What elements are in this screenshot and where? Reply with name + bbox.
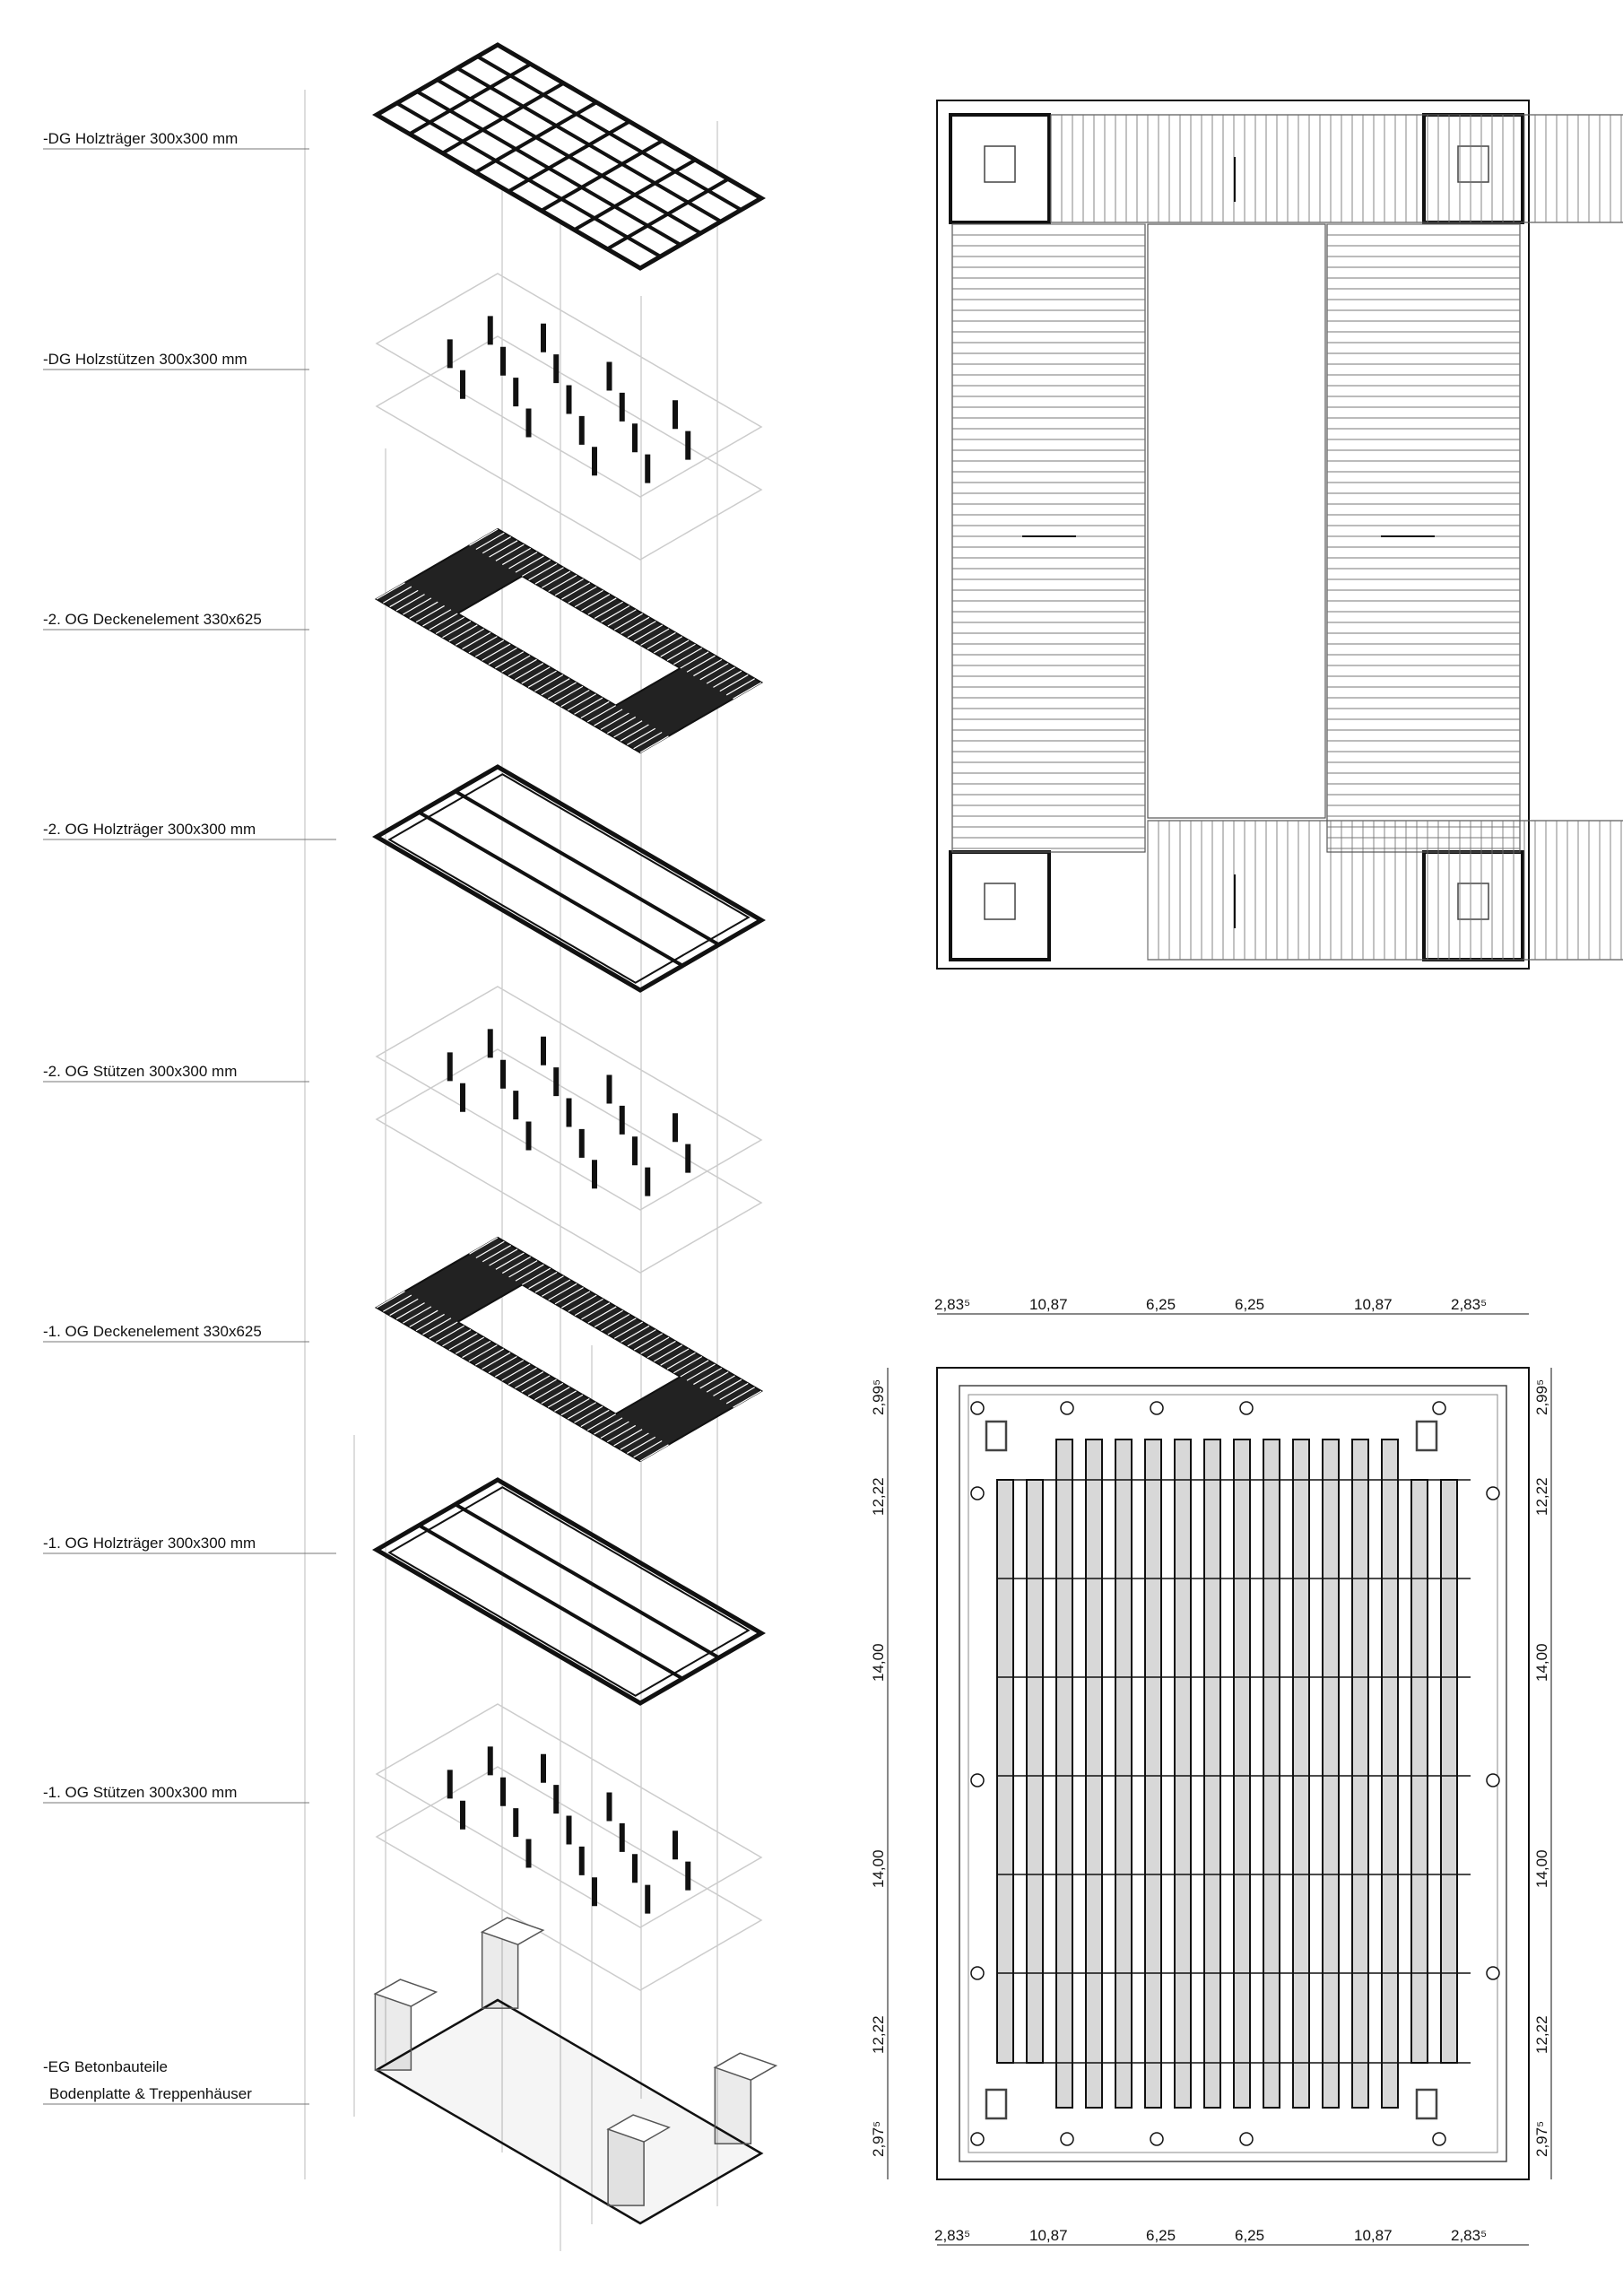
column xyxy=(645,455,650,483)
dim-left-1: 2,99⁵ xyxy=(870,1378,887,1415)
column xyxy=(541,1754,546,1783)
dim-bottom-1: 2,83⁵ xyxy=(934,2227,971,2244)
column xyxy=(592,1160,597,1188)
column xyxy=(673,1113,678,1142)
column xyxy=(541,1037,546,1065)
column xyxy=(447,1770,453,1798)
column xyxy=(567,1816,572,1845)
layer-dg-traeger xyxy=(377,45,761,268)
column xyxy=(541,324,546,352)
dim-bottom-5: 10,87 xyxy=(1354,2227,1393,2244)
column-marker xyxy=(1240,2133,1253,2145)
layer-og1-decke xyxy=(377,1238,761,1461)
column xyxy=(579,416,585,445)
floor-outline xyxy=(377,1049,761,1273)
dim-top-1: 2,83⁵ xyxy=(934,1296,971,1313)
axonometric-layers xyxy=(375,45,776,2223)
dim-top-5: 10,87 xyxy=(1354,1296,1393,1313)
dim-bottom-2: 10,87 xyxy=(1029,2227,1068,2244)
stair-core xyxy=(1417,2090,1436,2118)
stair-core xyxy=(986,1422,1006,1450)
label-og1-decke: -1. OG Deckenelement 330x625 xyxy=(43,1323,262,1340)
deck-band xyxy=(587,1361,761,1461)
layer-og2-decke xyxy=(377,529,761,752)
column xyxy=(685,1862,690,1891)
deck-band xyxy=(377,1238,551,1338)
column xyxy=(592,1877,597,1906)
label-og2-stuetzen: -2. OG Stützen 300x300 mm xyxy=(43,1063,238,1080)
column xyxy=(488,1746,493,1775)
dim-right-5: 12,22 xyxy=(1533,2015,1550,2054)
concrete-beam xyxy=(1204,1439,1220,2108)
deck-band xyxy=(377,529,551,630)
stair-core xyxy=(715,2067,751,2144)
label-eg-beton: -EG Betonbauteile xyxy=(43,2058,168,2075)
layer-og1-stuetzen xyxy=(377,1704,761,1990)
column xyxy=(553,354,559,383)
column-marker xyxy=(1433,2133,1445,2145)
column xyxy=(500,1778,506,1806)
column xyxy=(645,1885,650,1914)
dim-left-5: 12,22 xyxy=(870,2015,887,2054)
stair-core xyxy=(1424,115,1523,222)
deck-floor-plan xyxy=(937,100,1623,969)
label-eg-beton-sub: Bodenplatte & Treppenhäuser xyxy=(49,2085,252,2102)
concrete-beam xyxy=(1382,1439,1398,2108)
column-marker xyxy=(1061,1402,1073,1414)
beam-frame-inner xyxy=(389,1487,748,1695)
stair-core xyxy=(375,1994,411,2070)
column-marker xyxy=(1433,1402,1445,1414)
dimensions-top xyxy=(934,1296,1487,1313)
layer-labels xyxy=(43,130,336,2104)
stair-core xyxy=(986,2090,1006,2118)
dim-bottom-4: 6,25 xyxy=(1235,2227,1265,2244)
column-marker xyxy=(1240,1402,1253,1414)
column xyxy=(460,1801,465,1830)
stair-core xyxy=(950,852,1049,960)
column-marker xyxy=(971,2133,984,2145)
label-og1-stuetzen: -1. OG Stützen 300x300 mm xyxy=(43,1784,238,1801)
dim-right-1: 2,99⁵ xyxy=(1533,1378,1550,1415)
column xyxy=(500,1060,506,1089)
dimensions-left xyxy=(870,1379,887,2157)
concrete-beam xyxy=(1056,1439,1072,2108)
stair-core xyxy=(1424,852,1523,960)
dim-right-2: 12,22 xyxy=(1533,1477,1550,1516)
column xyxy=(526,1122,532,1151)
column xyxy=(673,400,678,429)
label-dg-traeger: -DG Holzträger 300x300 mm xyxy=(43,130,239,147)
label-dg-stuetzen: -DG Holzstützen 300x300 mm xyxy=(43,351,247,368)
dim-top-3: 6,25 xyxy=(1146,1296,1176,1313)
concrete-beam xyxy=(1027,1480,1043,2063)
elevator xyxy=(1458,883,1488,919)
floor-outline xyxy=(377,336,761,560)
deck-strip xyxy=(1148,821,1623,960)
beam-line xyxy=(419,813,682,966)
column xyxy=(592,447,597,475)
concrete-beam xyxy=(1293,1439,1309,2108)
atrium-void xyxy=(1148,224,1325,818)
deck-strip xyxy=(1327,224,1520,852)
column xyxy=(513,1091,518,1119)
stair-core xyxy=(482,1932,518,2008)
column xyxy=(645,1168,650,1196)
column xyxy=(685,431,690,460)
dim-left-6: 2,97⁵ xyxy=(870,2120,887,2157)
column xyxy=(579,1129,585,1158)
column xyxy=(500,347,506,376)
column xyxy=(553,1785,559,1813)
elevator xyxy=(1458,146,1488,182)
stair-core xyxy=(1417,1422,1436,1450)
column xyxy=(488,1029,493,1057)
concrete-beam xyxy=(1411,1480,1428,2063)
column xyxy=(488,316,493,344)
concrete-beam xyxy=(1263,1439,1280,2108)
label-og2-decke: -2. OG Deckenelement 330x625 xyxy=(43,611,262,628)
column xyxy=(620,393,625,422)
column xyxy=(579,1847,585,1875)
column xyxy=(513,378,518,406)
column xyxy=(567,1099,572,1127)
beam-frame-inner xyxy=(389,774,748,982)
column-marker xyxy=(971,1967,984,1979)
column xyxy=(632,423,638,452)
concrete-beam xyxy=(1086,1439,1102,2108)
dim-left-2: 12,22 xyxy=(870,1477,887,1516)
column-marker xyxy=(1487,1774,1499,1787)
concrete-beam xyxy=(1441,1480,1457,2063)
layer-dg-stuetzen xyxy=(377,274,761,560)
concrete-beam xyxy=(1145,1439,1161,2108)
dim-left-3: 14,00 xyxy=(870,1643,887,1682)
concrete-beam xyxy=(997,1480,1013,2063)
layer-og2-stuetzen xyxy=(377,987,761,1273)
dim-right-6: 2,97⁵ xyxy=(1533,2120,1550,2157)
concrete-beam xyxy=(1115,1439,1132,2108)
layer-eg-beton xyxy=(375,1918,776,2223)
column-marker xyxy=(1150,2133,1163,2145)
stair-core xyxy=(950,115,1049,222)
dim-bottom-3: 6,25 xyxy=(1146,2227,1176,2244)
dim-left-4: 14,00 xyxy=(870,1849,887,1888)
column xyxy=(513,1808,518,1837)
label-og2-traeger: -2. OG Holzträger 300x300 mm xyxy=(43,821,256,838)
concrete-beam xyxy=(1175,1439,1191,2108)
column xyxy=(607,1793,612,1822)
deck-outline xyxy=(377,529,761,752)
column xyxy=(607,1075,612,1104)
column xyxy=(447,339,453,368)
beam-frame xyxy=(377,767,761,990)
base-slab xyxy=(377,2000,761,2223)
beam-line xyxy=(456,791,719,944)
elevator xyxy=(985,146,1015,182)
concrete-beam xyxy=(1323,1439,1339,2108)
layer-og2-traeger xyxy=(377,767,761,990)
column-marker xyxy=(1150,1402,1163,1414)
beam-frame xyxy=(377,1480,761,1703)
floor-outline xyxy=(377,1767,761,1990)
column-marker xyxy=(971,1774,984,1787)
dim-top-4: 6,25 xyxy=(1235,1296,1265,1313)
column xyxy=(632,1136,638,1165)
foundation-plan xyxy=(888,1314,1551,2245)
column xyxy=(685,1144,690,1173)
column xyxy=(567,386,572,414)
deck-outline xyxy=(377,1238,761,1461)
column xyxy=(526,409,532,438)
column-marker xyxy=(971,1487,984,1500)
column xyxy=(460,370,465,399)
concrete-beam xyxy=(1234,1439,1250,2108)
column xyxy=(553,1067,559,1096)
column xyxy=(632,1854,638,1883)
column xyxy=(673,1831,678,1859)
column xyxy=(620,1106,625,1135)
column xyxy=(447,1052,453,1081)
dim-top-2: 10,87 xyxy=(1029,1296,1068,1313)
dim-bottom-6: 2,83⁵ xyxy=(1451,2227,1488,2244)
dimensions-bottom xyxy=(934,2227,1487,2244)
dim-top-6: 2,83⁵ xyxy=(1451,1296,1488,1313)
deck-band xyxy=(587,652,761,752)
column xyxy=(460,1083,465,1112)
dim-right-3: 14,00 xyxy=(1533,1643,1550,1682)
dim-right-4: 14,00 xyxy=(1533,1849,1550,1888)
column-marker xyxy=(971,1402,984,1414)
beam-line xyxy=(456,1504,719,1657)
concrete-beam xyxy=(1352,1439,1368,2108)
column xyxy=(620,1823,625,1852)
beam-line xyxy=(419,1526,682,1679)
column-marker xyxy=(1487,1487,1499,1500)
label-og1-traeger: -1. OG Holzträger 300x300 mm xyxy=(43,1535,256,1552)
column xyxy=(607,362,612,391)
column xyxy=(526,1839,532,1868)
deck-strip xyxy=(952,224,1145,852)
layer-og1-traeger xyxy=(377,1480,761,1703)
elevator xyxy=(985,883,1015,919)
stair-core xyxy=(608,2129,644,2205)
column-marker xyxy=(1487,1967,1499,1979)
column-marker xyxy=(1061,2133,1073,2145)
dimensions-right xyxy=(1533,1379,1550,2157)
